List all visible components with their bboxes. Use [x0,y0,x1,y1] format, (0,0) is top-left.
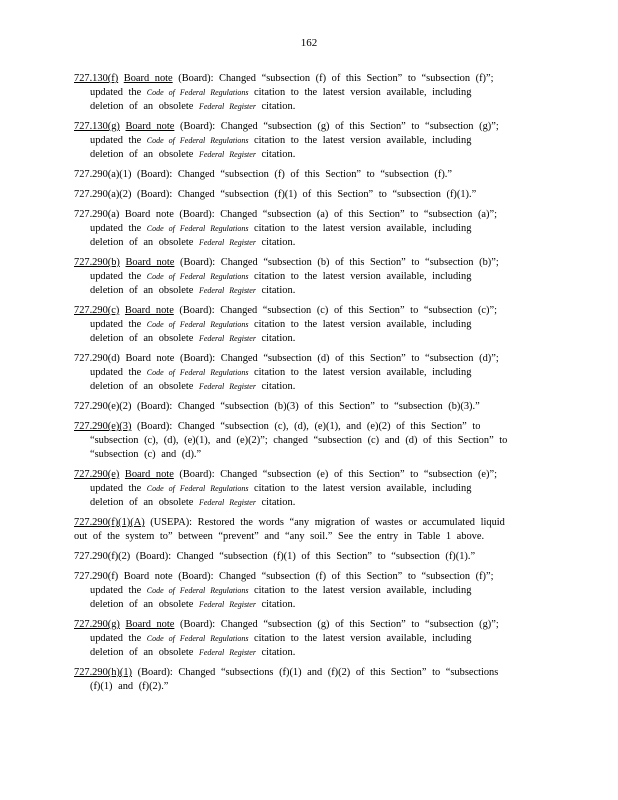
section-reference: 727.290(e)(2) [74,401,132,412]
entry-continuation-line: updated the Code of Federal Regulations citation to the latest version available, including [90,483,472,494]
entry-continuation-line: (f)(1) and (f)(2).” [90,681,169,692]
entry-description: (USEPA): Restored the words “any migration of wastes or accumulated liquid [144,517,505,528]
section-reference: 727.290(g) [74,619,120,630]
entry-continuation-line: updated the Code of Federal Regulations citation to the latest version available, including [90,367,472,378]
entry-description: (Board): Changed “subsection (d) of this Section” to “subsection (d)”; [174,353,499,364]
entry-continuation-line: deletion of an obsolete Federal Register citation. [90,101,296,112]
entry-first-line [74,468,536,482]
entry-continuation-line: updated the Code of Federal Regulations citation to the latest version available, including [90,87,472,98]
section-reference: 727.290(f)(1)(A) [74,517,145,528]
entry-label: Board note [125,257,175,268]
section-reference: 727.130(f) [74,73,119,84]
change-entry [74,304,536,346]
entry-label: Board note [125,619,175,630]
entry-description: (Board): Changed “subsection (f) of this Section” to “subsection (f)”; [172,571,494,582]
entry-first-line [74,400,536,414]
entry-description: (Board): Changed “subsection (a) of this Section” to “subsection (a)”; [173,209,497,220]
change-entry [74,400,536,414]
entry-continuation-italic-term: Federal Register [198,648,256,657]
change-entry [74,352,536,394]
section-reference: 727.290(a) [74,209,120,220]
entry-continuation-line: “subsection (c), (d), (e)(1), and (e)(2)”; changed “subsection (c) and (d) of this Section” to [90,435,508,446]
entry-continuation-italic-term: Federal Register [198,600,256,609]
entry-label: Board note [125,353,175,364]
entry-first-line [74,352,536,366]
entry-continuation-italic-term: Code of Federal Regulations [146,320,249,329]
entry-continuation-italic-term: Code of Federal Regulations [146,272,249,281]
entry-continuation-line: deletion of an obsolete Federal Register citation. [90,497,296,508]
entry-first-line [74,516,536,530]
section-reference: 727.290(b) [74,257,120,268]
section-reference: 727.290(f) [74,571,119,582]
entry-description: (Board): Changed “subsection (g) of this Section” to “subsection (g)”; [174,121,499,132]
change-entry [74,516,536,544]
entry-continuation-italic-term: Federal Register [198,286,256,295]
entry-continuation-line: “subsection (c) and (d).” [90,449,202,460]
entry-continuation-line: deletion of an obsolete Federal Register citation. [90,285,296,296]
entry-description: (Board): Changed “subsection (c), (d), (e)(1), and (e)(2) of this Section” to [131,421,481,432]
entry-continuation-line: updated the Code of Federal Regulations citation to the latest version available, including [90,271,472,282]
entry-first-line [74,304,536,318]
entry-description: (Board): Changed “subsection (f)(1) of this Section” to “subsection (f)(1).” [131,189,477,200]
change-entry [74,256,536,298]
entry-first-line [74,208,536,222]
entry-continuation-italic-term: Code of Federal Regulations [146,634,249,643]
entry-description: (Board): Changed “subsections (f)(1) and (f)(2) of this Section” to “subsections [132,667,499,678]
entry-description: (Board): Changed “subsection (f)(1) of this Section” to “subsection (f)(1).” [130,551,476,562]
change-entries [74,72,536,700]
section-reference: 727.290(a)(2) [74,189,132,200]
entry-first-line [74,120,536,134]
entry-continuation-line: updated the Code of Federal Regulations citation to the latest version available, including [90,585,472,596]
change-entry [74,208,536,250]
entry-continuation-line: out of the system to” between “prevent” and “any soil.” See the entry in Table 1 above. [74,531,485,542]
section-reference: 727.290(e)(3) [74,421,132,432]
entry-label: Board note [125,121,175,132]
entry-first-line [74,168,536,182]
entry-continuation-italic-term: Code of Federal Regulations [146,136,249,145]
entry-label: Board note [124,469,174,480]
entry-first-line [74,618,536,632]
entry-description: (Board): Changed “subsection (f) of this Section” to “subsection (f)”; [172,73,494,84]
change-entry [74,618,536,660]
entry-description: (Board): Changed “subsection (b)(3) of this Section” to “subsection (b)(3).” [131,401,480,412]
change-entry [74,72,536,114]
section-reference: 727.290(a)(1) [74,169,132,180]
entry-first-line [74,420,536,434]
entry-continuation-italic-term: Code of Federal Regulations [146,88,249,97]
change-entry [74,120,536,162]
entry-continuation-italic-term: Federal Register [198,498,256,507]
entry-continuation-italic-term: Federal Register [198,150,256,159]
page-number: 162 [300,37,318,49]
entry-description: (Board): Changed “subsection (f) of this Section” to “subsection (f).” [131,169,452,180]
entry-first-line [74,188,536,202]
change-entry [74,468,536,510]
entry-continuation-italic-term: Federal Register [198,238,256,247]
entry-continuation-line: deletion of an obsolete Federal Register citation. [90,149,296,160]
change-entry [74,570,536,612]
section-reference: 727.130(g) [74,121,120,132]
entry-label: Board note [124,305,174,316]
entry-description: (Board): Changed “subsection (c) of this Section” to “subsection (c)”; [173,305,497,316]
entry-first-line [74,666,536,680]
entry-continuation-italic-term: Code of Federal Regulations [146,586,249,595]
entry-first-line [74,256,536,270]
entry-label: Board note [123,571,173,582]
entry-continuation-italic-term: Code of Federal Regulations [146,368,249,377]
entry-label: Board note [123,73,173,84]
entry-continuation-line: deletion of an obsolete Federal Register citation. [90,237,296,248]
entry-description: (Board): Changed “subsection (b) of this Section” to “subsection (b)”; [174,257,499,268]
section-reference: 727.290(h)(1) [74,667,133,678]
entry-first-line [74,550,536,564]
entry-continuation-line: deletion of an obsolete Federal Register citation. [90,647,296,658]
entry-label: Board note [124,209,174,220]
section-reference: 727.290(e) [74,469,120,480]
section-reference: 727.290(f)(2) [74,551,131,562]
entry-continuation-italic-term: Federal Register [198,382,256,391]
entry-first-line [74,570,536,584]
entry-description: (Board): Changed “subsection (e) of this Section” to “subsection (e)”; [173,469,497,480]
change-entry [74,420,536,462]
entry-continuation-line: deletion of an obsolete Federal Register citation. [90,381,296,392]
entry-continuation-italic-term: Federal Register [198,102,256,111]
entry-continuation-line: updated the Code of Federal Regulations citation to the latest version available, including [90,319,472,330]
change-entry [74,188,536,202]
section-reference: 727.290(d) [74,353,120,364]
section-reference: 727.290(c) [74,305,120,316]
entry-continuation-italic-term: Code of Federal Regulations [146,484,249,493]
entry-first-line [74,72,536,86]
entry-continuation-italic-term: Code of Federal Regulations [146,224,249,233]
change-entry [74,666,536,694]
entry-continuation-line: updated the Code of Federal Regulations citation to the latest version available, including [90,135,472,146]
change-entry [74,550,536,564]
entry-continuation-italic-term: Federal Register [198,334,256,343]
entry-continuation-line: updated the Code of Federal Regulations citation to the latest version available, including [90,223,472,234]
entry-continuation-line: deletion of an obsolete Federal Register citation. [90,333,296,344]
change-entry [74,168,536,182]
entry-continuation-line: deletion of an obsolete Federal Register citation. [90,599,296,610]
entry-description: (Board): Changed “subsection (g) of this Section” to “subsection (g)”; [174,619,499,630]
entry-continuation-line: updated the Code of Federal Regulations citation to the latest version available, including [90,633,472,644]
